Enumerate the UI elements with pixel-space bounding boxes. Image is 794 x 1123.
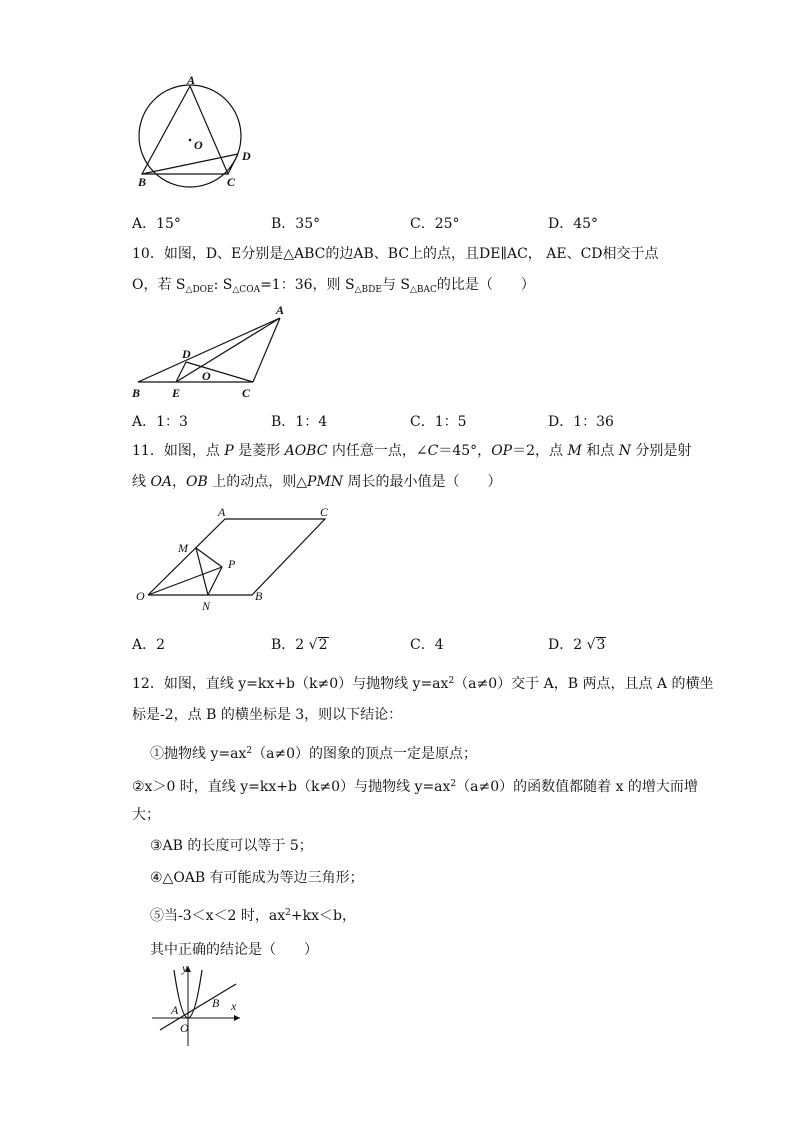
q11-option-c[interactable]: C．4: [410, 637, 444, 653]
q11-label-p: P: [228, 557, 236, 571]
q12-final-question: 其中正确的结论是（ ）: [150, 942, 318, 958]
q12-statement-5: ⑤当-3＜x＜2 时，$ax^2+kx<b$，: [150, 908, 356, 924]
q11-stem-line1: 11．如图，点 P 是菱形 AOBC 内任意一点，∠C＝45°，OP＝2，点 M 和点 N 分别是射: [132, 443, 692, 459]
q10-label-a: A: [276, 303, 285, 317]
q10-stem-line2: O，若 $S_{\triangle DOE}$: $S_{\triangle COA}=1$：36，则 $S_{\triangle BDE}$与 $S_{\triangle BAC}$的比是（ ）: [132, 277, 535, 295]
q10-label-b: B: [132, 386, 141, 400]
q12-stem-line2: 标是-2，点 B 的横坐标是 3，则以下结论：: [132, 707, 403, 723]
q10-label-o: O: [202, 369, 211, 383]
q12-label-x: x: [231, 999, 237, 1013]
q12-stem-line1: 12．如图，直线 y=kx+b（k≠0）与抛物线 $y=ax^2(a\ne 0)$交于 A，B 两点，且点 A 的横坐: [132, 676, 714, 692]
q9-circle-figure: [130, 72, 260, 192]
q12-statement-4: ④△OAB 有可能成为等边三角形；: [150, 870, 364, 886]
q10-label-c: C: [242, 386, 251, 400]
q9-label-c: C: [227, 175, 236, 189]
q9-label-o: O: [194, 138, 203, 152]
q10-option-c[interactable]: C．1：5: [410, 414, 467, 430]
q12-label-a: A: [171, 1003, 179, 1017]
q11-label-b: B: [255, 589, 263, 603]
q10-option-b[interactable]: B．1：4: [271, 414, 328, 430]
q11-label-o: O: [136, 589, 145, 603]
q12-statement-2-cont: 大；: [132, 807, 160, 823]
q10-label-d: D: [182, 347, 191, 361]
q11-stem-line2: 线 OA，OB 上的动点，则△PMN 周长的最小值是（ ）: [132, 474, 502, 490]
q9-option-d[interactable]: D．45°: [548, 216, 599, 232]
q12-graph-figure: [148, 962, 244, 1048]
q12-statement-1: ①抛物线 $y=ax^2(a\ne 0)$的图象的顶点一定是原点；: [150, 746, 478, 762]
q10-option-a[interactable]: A．1：3: [132, 414, 188, 430]
q11-option-b[interactable]: B．2 √2: [271, 637, 328, 653]
q10-option-d[interactable]: D．1：36: [548, 414, 614, 430]
q9-option-b[interactable]: B．35°: [271, 216, 321, 232]
q10-triangle-figure: [128, 300, 288, 404]
q12-label-b: B: [212, 996, 220, 1010]
q11-label-a: A: [218, 505, 226, 519]
q12-label-o: O: [180, 1021, 189, 1035]
q11-label-m: M: [178, 541, 188, 555]
q9-label-a: A: [187, 73, 196, 87]
q12-statement-2: ②x＞0 时，直线 y=kx+b（k≠0）与抛物线 $y=ax^2(a\ne 0)$的函数值都随着 x 的增大而增: [132, 779, 698, 795]
q12-statement-3: ③AB 的长度可以等于 5；: [150, 838, 313, 854]
q10-label-e: E: [172, 386, 181, 400]
q12-label-y: y: [182, 962, 188, 975]
q11-option-a[interactable]: A．2: [132, 637, 166, 653]
q11-option-d[interactable]: D．2 √3: [548, 637, 606, 653]
q11-label-n: N: [202, 599, 211, 613]
q10-stem-line1: 10．如图，D、E分别是△ABC的边AB、BC上的点，且DE∥AC， AE、CD相交于点: [132, 246, 659, 262]
q9-option-c[interactable]: C．25°: [410, 216, 460, 232]
q9-option-a[interactable]: A．15°: [132, 216, 181, 232]
q9-label-b: B: [138, 175, 147, 189]
q11-rhombus-figure: [130, 500, 345, 618]
q11-label-c: C: [320, 505, 329, 519]
q9-label-d: D: [242, 149, 251, 163]
